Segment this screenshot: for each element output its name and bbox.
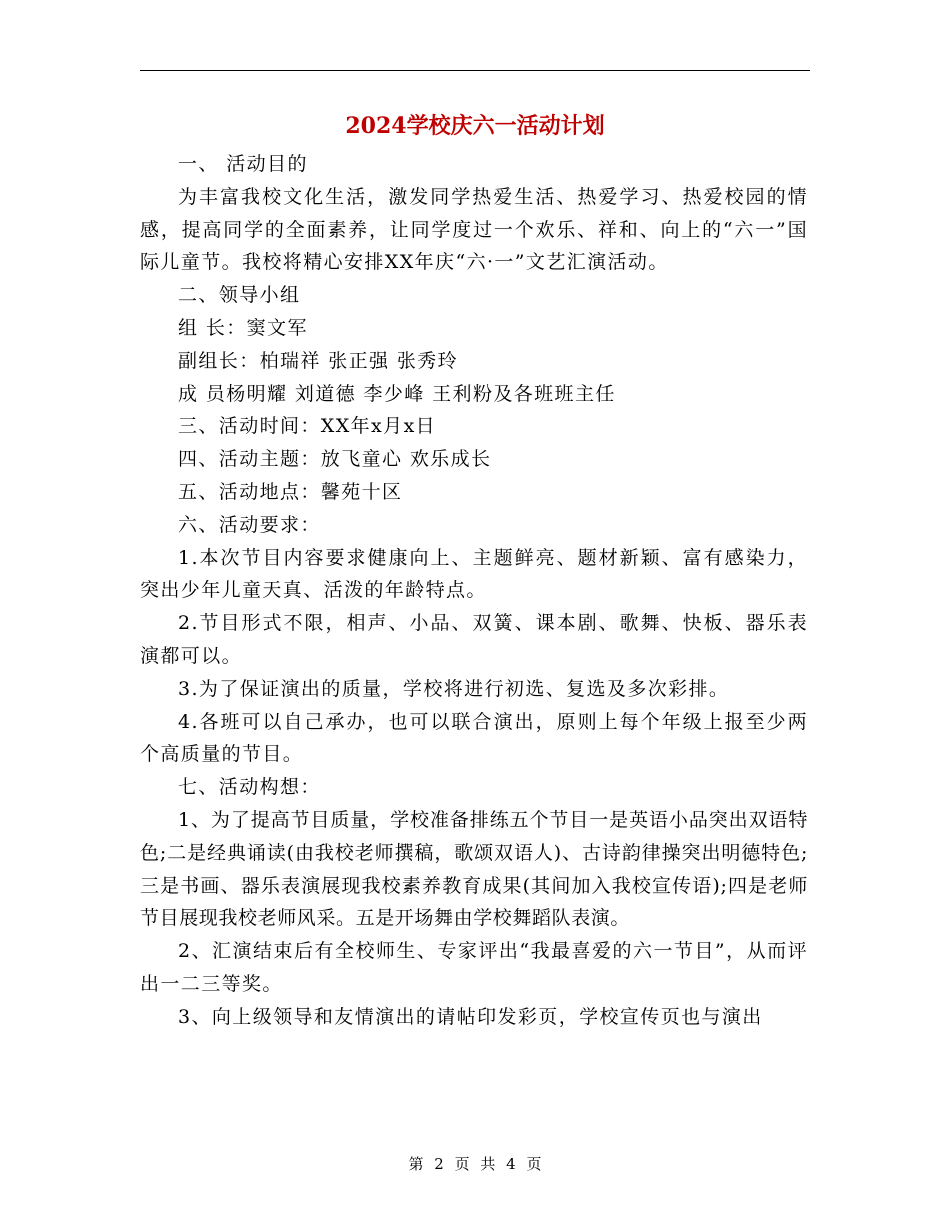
leader-line: 组 长：窦文军	[178, 316, 308, 339]
header-rule	[140, 70, 810, 71]
heading-leadership: 二、领导小组	[178, 284, 301, 307]
document-title: 2024学校庆六一活动计划	[345, 113, 605, 139]
activity-theme-line: 四、活动主题：放飞童心 欢乐成长	[178, 448, 492, 471]
requirement-item: 1.本次节目内容要求健康向上、主题鲜亮、题材新颖、富有感染力，突出少年儿童天真、活泼的年龄特点。	[140, 546, 808, 602]
concept-item: 3、向上级领导和友情演出的请帖印发彩页，学校宣传页也与演出	[178, 1005, 763, 1028]
page-footer: 第 2 页 共 4 页	[408, 1155, 542, 1173]
members-line: 成 员杨明耀 刘道德 李少峰 王利粉及各班班主任	[178, 382, 616, 405]
concept-item: 1、为了提高节目质量，学校准备排练五个节目一是英语小品突出双语特色;二是经典诵读(由我校老师撰稿，歌颂双语人)、古诗韵律操突出明德特色;三是书画、器乐表演展现我校素养教育成果(其间加入我校宣传语);四是老师节目展现我校老师风采。五是开场舞由学校舞蹈队表演。	[140, 808, 808, 930]
requirement-item: 3.为了保证演出的质量，学校将进行初选、复选及多次彩排。	[178, 677, 730, 700]
heading-purpose: 一、 活动目的	[178, 153, 308, 175]
activity-time-line: 三、活动时间：XX年x月x日	[178, 415, 437, 438]
concept-item: 2、汇演结束后有全校师生、专家评出“我最喜爱的六一节目”，从而评出一二三等奖。	[140, 940, 808, 995]
heading-concept: 七、活动构想：	[178, 776, 321, 799]
heading-requirements: 六、活动要求：	[178, 513, 321, 536]
document-body	[140, 148, 808, 1034]
deputy-leader-line: 副组长：柏瑞祥 张正强 张秀玲	[178, 349, 459, 372]
requirement-item: 2.节目形式不限，相声、小品、双簧、课本剧、歌舞、快板、器乐表演都可以。	[140, 612, 808, 667]
activity-location-line: 五、活动地点：馨苑十区	[178, 480, 403, 503]
requirement-item: 4.各班可以自己承办，也可以联合演出，原则上每个年级上报至少两个高质量的节目。	[140, 710, 808, 766]
paragraph-purpose: 为丰富我校文化生活，激发同学热爱生活、热爱学习、热爱校园的情感，提高同学的全面素养，让同学度过一个欢乐、祥和、向上的“六一”国际儿童节。我校将精心安排XX年庆“六·一”文艺汇演活动。	[140, 185, 808, 274]
